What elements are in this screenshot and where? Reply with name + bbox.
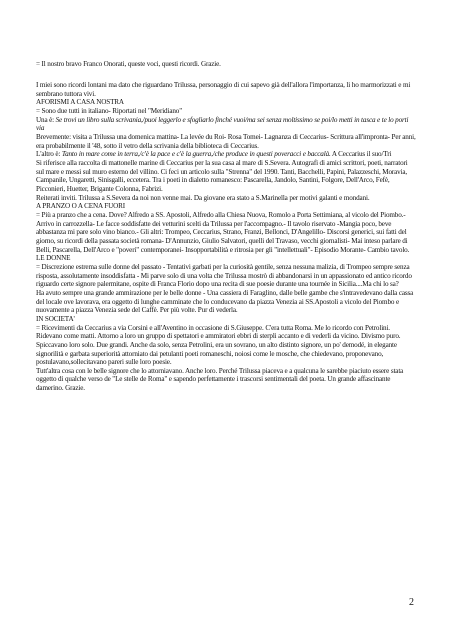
paragraph-intro-memories: I miei sono ricordi lontani ma dato che riguardano Trilussa, personaggio di cui sapevo già dell'allora l'importanza, li ho marmorizzati e mi sembrano tuttora vivi. [36,81,411,98]
paragraph-altro [36,150,416,159]
paragraph-inviti: Reiterati inviti. Trilussa a S.Severa da noi non venne mai. Da giovane era stato a S.Marinella per motivi galanti e mondani. [36,193,370,202]
section-heading-donne: LE DONNE [36,254,71,263]
paragraph-una [36,116,416,133]
intro-line: = Il nostro bravo Franco Onorati, queste voci, questi ricordi. Grazie. [36,60,221,68]
paragraph-signore: Tutt'altra cosa con le belle signore che lo attorniavano. Anche loro. Perché Trilussa piaceva e a qualcuna le sarebbe piaciuto essere stata oggetto di qualche verso de "Le stelle de Roma" e sapendo perfettamente i trascorsi sentimentali del poeta. Un grande affascinante damerino. Grazie. [36,366,404,393]
paragraph-mattonelle: Si riferisce alla raccolta di mattonelle marine di Ceccarius per la sua casa al mare di S.Severa. Autografi di amici scrittori, poeti, narratori sul mare e messi sul muro esterno del villino. Ci feci un articolo sulla "Strenna" del 1990. Tanti, Bacchelli, Papini, Palazzeschi, Moravia, Campanile, Ungaretti, Sinisgalli, eccetera. Tra i poeti in dialetto romanesco: Pascarella, Jandolo, Santini, Folgore, Dell'Arco, Fefè, Picconieri, Huetter, Brigante Colonna, Fabrizi. [36,159,408,194]
altro-aphorism: Tanto in mare come in terra,/c'è la pace e c'è la guerra,/che produce in questi poveracci e baccalà. [61,150,331,159]
paragraph-donne-discrezione: = Discrezione estrema sulle donne del passato - Tentativi garbati per la curiosità gentile, senza nessuna malizia, di Trompeo sempre senza risposta, assolutamente insoddisfatta - Mi parve solo di una volta che Trilussa mostrò di abbandonarsi in un appassionato ed antico ricordo riguardo certe signore palermitane, ospite di Franca Florio dopo una recita di sue poesie durante una tournée in Sicilia....Ma chi lo sa? [36,262,412,289]
document-body [36,60,416,393]
paragraph-aforismi-note: = Sono due tutti in italiano- Riportati nel "Meridiano" [36,107,182,116]
una-aphorism: Se trovi un libro sulla scrivania,/puoi leggerlo e sfogliarlo finché vuoi/ma sei senza moltissimo se poi/lo metti in tasca e te lo porti via [36,115,409,133]
altro-dedication: A Ceccarius il suo/Tri [330,150,392,159]
paragraph-donne-ammirazione: Ha avuto sempre una grande ammirazione per le belle donne - Una cassiera di Faraglino, dalle belle gambe che s'intravedevano dalla cassa del locale ove lavorava, era oggetto di lunghe camminate che lo conducevano da piazza Venezia ai SS.Apostoli a vicolo del Piombo e nuovamente a piazza Venezia sede del Caffè. Per più volte. Pur di vederla. [36,288,414,315]
paragraph-ricevimenti: = Ricevimenti da Ceccarius a via Corsini e all'Aventino in occasione di S.Giuseppe. C'era tutta Roma. Me lo ricordo con Petrolini. Ridevano come matti. Attorno a loro un gruppo di spettatori e ammiratori ebbri di sterpli accanto e di vederli da vicino. Divismo puro. Spiccavano loro solo. Due grandi. Anche da solo, senza Petrolini, era un sovrano, un alto distinto signore, un po' demodé, in elegante signorilità e garbata superiorità attorniato dai petulanti poeti romaneschi, noiosi come le mosche, che chiedevano, proponevano, postulavano,sollecitavano pareri sulle loro poesie. [36,323,401,367]
paragraph-visita: Brevemente: visita a Trilussa una domenica mattina- La levée du Roi- Rosa Tomei- Lagnanza di Ceccarius- Scrittura all'impronta- Per anni, era probabilmente il '48, sotto il vetro della scrivania della biblioteca di Ceccarius. [36,133,416,150]
altro-label: L'altro è: [36,150,62,159]
section-heading-societa: IN SOCIETA' [36,314,75,323]
paragraph-pranzo: = Più a pranzo che a cena. Dove? Alfredo a SS. Apostoli, Alfredo alla Chiesa Nuova, Romolo a Porta Settimiana, al vicolo del Piombo.- Arrivo in carrozzella- Le facce soddisfatte dei vetturini scelti da Trilussa per l'accompagno.- Il tavolo riservato -Mangia poco, beve abbastanza mi pare solo vino bianco.- Gli altri: Trompeo, Ceccarius, Strano, Franzi, Bellonci, D'Angelillo- Discorsi generici, sui fatti del giorno, su ricordi della passata società romana- D'Annunzio, Giulio Salvatori, quelli del Travaso, vecchi giornalisti- Mai inteso parlare di Belli, Pascarella, Dell'Arco e "poveri" contemporanei- Insopportabilità e ritrosia per gli "intellettuali"- Episodio Morante- Cambio tavolo. [36,211,410,254]
una-label: Una è: [36,115,56,124]
page-number: 2 [409,597,414,608]
section-heading-pranzo: A PRANZO O A CENA FUORI [36,202,125,211]
section-heading-aforismi: AFORISMI A CASA NOSTRA [36,98,124,107]
